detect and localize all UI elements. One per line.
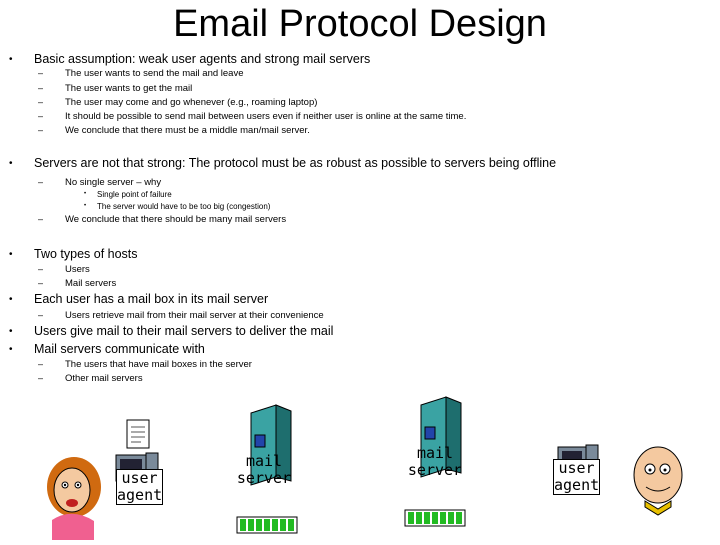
bullet-mailbox: Each user has a mail box in its mail server bbox=[34, 292, 269, 306]
dash-marker: – bbox=[38, 278, 44, 288]
sub-item: Users retrieve mail from their mail server at their convenience bbox=[65, 310, 324, 321]
mail-queue-right-icon bbox=[405, 510, 465, 526]
sub-bullet-marker: • bbox=[84, 191, 87, 197]
dash-marker: – bbox=[38, 125, 44, 135]
bullet-marker: • bbox=[9, 249, 13, 260]
sub-item: Mail servers bbox=[65, 278, 117, 289]
dash-marker: – bbox=[38, 83, 44, 93]
dash-marker: – bbox=[38, 373, 44, 383]
slide-title: Email Protocol Design bbox=[173, 3, 547, 45]
sub-item: The user wants to send the mail and leave bbox=[65, 68, 244, 79]
bullet-communicate: Mail servers communicate with bbox=[34, 342, 205, 356]
sub-item: Users bbox=[65, 264, 90, 275]
user-agent-right-label: user agent bbox=[554, 459, 600, 494]
email-diagram bbox=[0, 395, 720, 540]
dash-marker: – bbox=[38, 111, 44, 121]
dash-marker: – bbox=[38, 359, 44, 369]
dash-marker: – bbox=[38, 68, 44, 78]
sub-bullet-marker: • bbox=[84, 203, 87, 209]
bullet-marker: • bbox=[9, 344, 13, 355]
bullet-not-strong: Servers are not that strong: The protocol must be as robust as possible to servers being offline bbox=[34, 156, 557, 170]
dash-marker: – bbox=[38, 310, 44, 320]
dash-marker: – bbox=[38, 97, 44, 107]
dash-marker: – bbox=[38, 177, 44, 187]
sub-item: The users that have mail boxes in the server bbox=[65, 359, 252, 370]
bullet-marker: • bbox=[9, 294, 13, 305]
sub-item: We conclude that there must be a middle man/mail server. bbox=[65, 125, 310, 136]
sub-sub-item: Single point of failure bbox=[97, 190, 172, 199]
bullet-marker: • bbox=[9, 54, 13, 65]
bullet-marker: • bbox=[9, 158, 13, 169]
document-icon bbox=[127, 420, 149, 448]
dash-marker: – bbox=[38, 264, 44, 274]
mail-server-left-label: mail server bbox=[236, 452, 292, 487]
bullet-assumption: Basic assumption: weak user agents and strong mail servers bbox=[34, 52, 371, 66]
sub-item: Other mail servers bbox=[65, 373, 143, 384]
sub-item: We conclude that there should be many mail servers bbox=[65, 214, 287, 225]
person-left-icon bbox=[47, 457, 101, 540]
sub-item: No single server – why bbox=[65, 177, 162, 188]
person-right-icon bbox=[634, 447, 682, 515]
user-agent-left-label: user agent bbox=[117, 469, 163, 504]
sub-item: It should be possible to send mail between users even if neither user is online at the same time. bbox=[65, 111, 467, 122]
mail-queue-left-icon bbox=[237, 517, 297, 533]
sub-sub-item: The server would have to be too big (congestion) bbox=[97, 202, 271, 211]
dash-marker: – bbox=[38, 214, 44, 224]
bullet-give-mail: Users give mail to their mail servers to deliver the mail bbox=[34, 324, 334, 338]
mail-server-right-label: mail server bbox=[407, 444, 463, 479]
bullet-host-types: Two types of hosts bbox=[34, 247, 138, 261]
sub-item: The user wants to get the mail bbox=[65, 83, 193, 94]
bullet-marker: • bbox=[9, 326, 13, 337]
sub-item: The user may come and go whenever (e.g., roaming laptop) bbox=[65, 97, 318, 108]
